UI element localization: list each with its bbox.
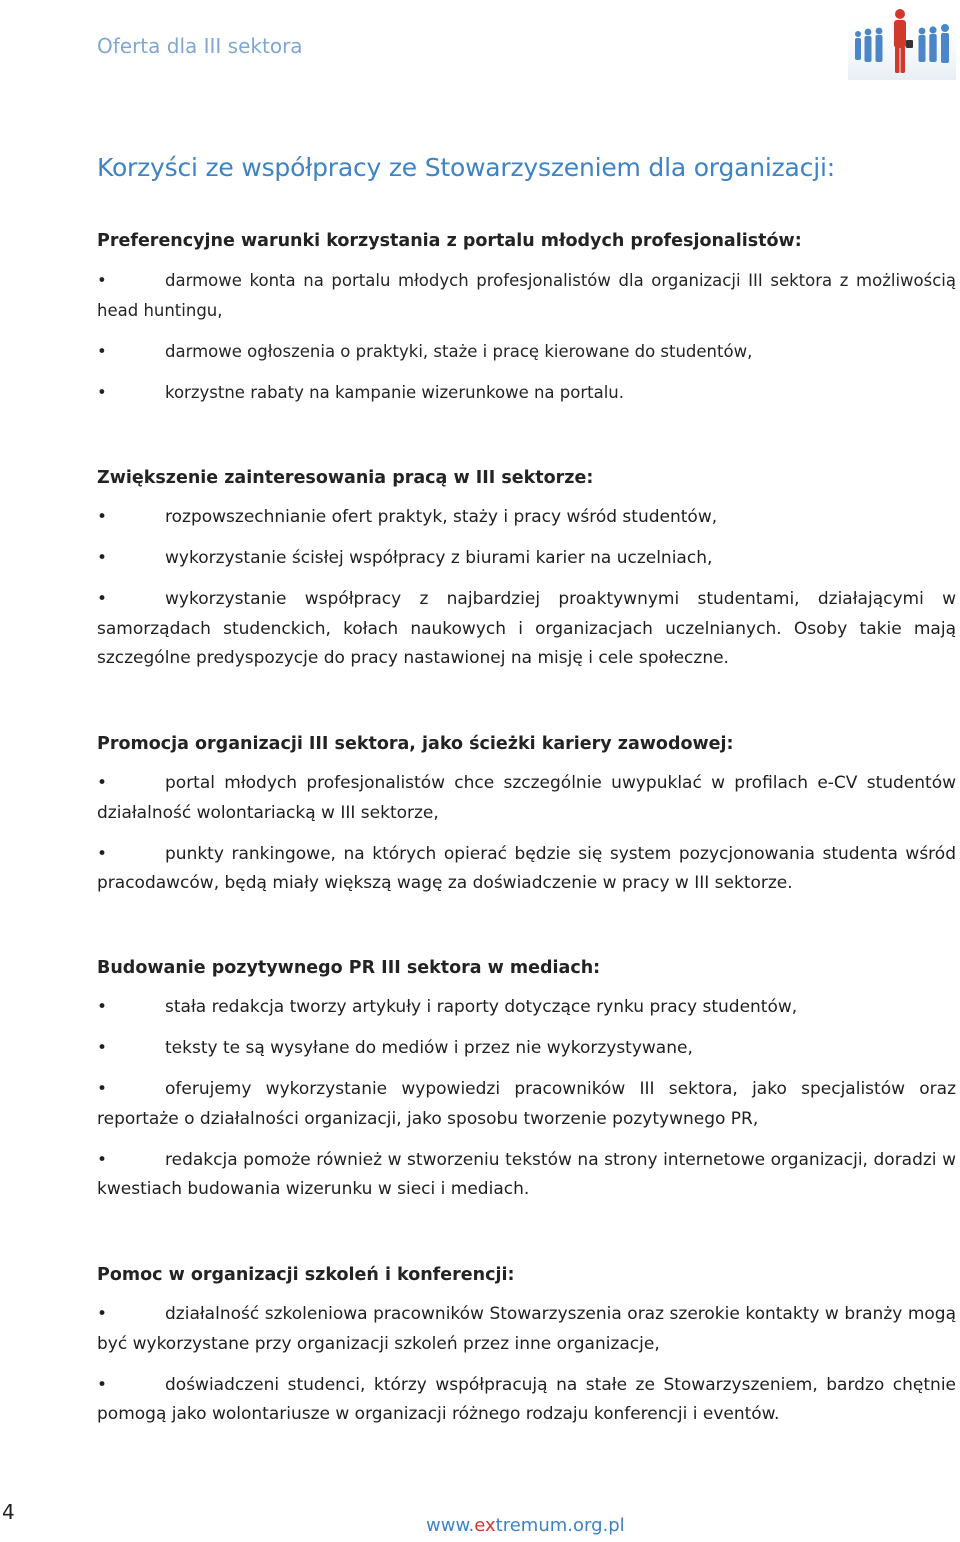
list-item: • działalność szkoleniowa pracowników Stowarzyszenia oraz szerokie kontakty w branży mogą być wykorzystane przy organizacji szkoleń przez inne organizacje,	[97, 1300, 956, 1359]
section-interest-in-third-sector	[97, 465, 956, 685]
section-heading: Budowanie pozytywnego PR III sektora w mediach:	[97, 958, 601, 978]
bullet: •	[97, 997, 108, 1017]
section-preferential-terms	[97, 228, 956, 419]
list-item: • teksty te są wysyłane do mediów i przez nie wykorzystywane,	[97, 1034, 956, 1064]
header-title: Oferta dla III sektora	[97, 34, 303, 58]
list-item: • oferujemy wykorzystanie wypowiedzi pracowników III sektora, jako specjalistów oraz reportaże o działalności organizacji, jako sposobu tworzenie pozytywnego PR,	[97, 1075, 956, 1134]
list-item: • rozpowszechnianie ofert praktyk, staży i pracy wśród studentów,	[97, 503, 956, 533]
page-heading: Korzyści ze współpracy ze Stowarzyszeniem dla organizacji:	[97, 153, 835, 182]
bullet: •	[97, 589, 108, 609]
list-item: • stała redakcja tworzy artykuły i raporty dotyczące rynku pracy studentów,	[97, 993, 956, 1023]
bullet: •	[97, 341, 107, 361]
page-number: 4	[2, 1500, 15, 1524]
bullet: •	[97, 1079, 108, 1099]
bullet: •	[97, 548, 108, 568]
bullet: •	[97, 382, 107, 402]
bullet: •	[97, 507, 108, 527]
bullet: •	[97, 1149, 108, 1170]
list-item: • korzystne rabaty na kampanie wizerunkowe na portalu.	[97, 378, 956, 408]
section-career-promotion	[97, 731, 956, 910]
list-item: • punkty rankingowe, na których opierać będzie się system pozycjonowania studenta wśród pracodawców, będą miały większą wagę za doświadczenie w pracy w III sektorze.	[97, 840, 956, 899]
list-item: • darmowe ogłoszenia o praktyki, staże i pracę kierowane do studentów,	[97, 337, 956, 367]
footer-website-link[interactable]: www.extremum.org.pl	[426, 1515, 625, 1536]
list-item: • portal młodych profesjonalistów chce szczególnie uwypuklać w profilach e-CV studentów działalność wolontariacką w III sektorze,	[97, 769, 956, 828]
section-media-pr	[97, 955, 956, 1216]
bullet: •	[97, 1038, 108, 1058]
section-training-conferences	[97, 1262, 956, 1441]
bullet: •	[97, 773, 108, 793]
list-item: • doświadczeni studenci, którzy współpracują na stałe ze Stowarzyszeniem, bardzo chętnie pomogą jako wolontariusze w organizacji różnego rodzaju konferencji i eventów.	[97, 1371, 956, 1430]
list-item: • darmowe konta na portalu młodych profesjonalistów dla organizacji III sektora z możliwością head huntingu,	[97, 266, 956, 325]
list-item: • wykorzystanie współpracy z najbardziej proaktywnymi studentami, działającymi w samorządach studenckich, kołach naukowych i organizacjach uczelnianych. Osoby takie mają szczególne predyspozycje do pracy nastawionej na misję i cele społeczne.	[97, 585, 956, 674]
bullet: •	[97, 843, 108, 864]
bullet: •	[97, 1374, 108, 1395]
section-heading: Preferencyjne warunki korzystania z portalu młodych profesjonalistów:	[97, 231, 802, 251]
section-heading: Pomoc w organizacji szkoleń i konferencji:	[97, 1265, 515, 1285]
bullet: •	[97, 1304, 108, 1324]
business-people-logo-icon	[848, 4, 956, 80]
section-heading: Promocja organizacji III sektora, jako ścieżki kariery zawodowej:	[97, 734, 734, 754]
list-item: • redakcja pomoże również w stworzeniu tekstów na strony internetowe organizacji, doradzi w kwestiach budowania wizerunku w sieci i mediach.	[97, 1146, 956, 1205]
section-heading: Zwiększenie zainteresowania pracą w III sektorze:	[97, 468, 594, 488]
bullet: •	[97, 271, 107, 290]
list-item: • wykorzystanie ścisłej współpracy z biurami karier na uczelniach,	[97, 544, 956, 574]
